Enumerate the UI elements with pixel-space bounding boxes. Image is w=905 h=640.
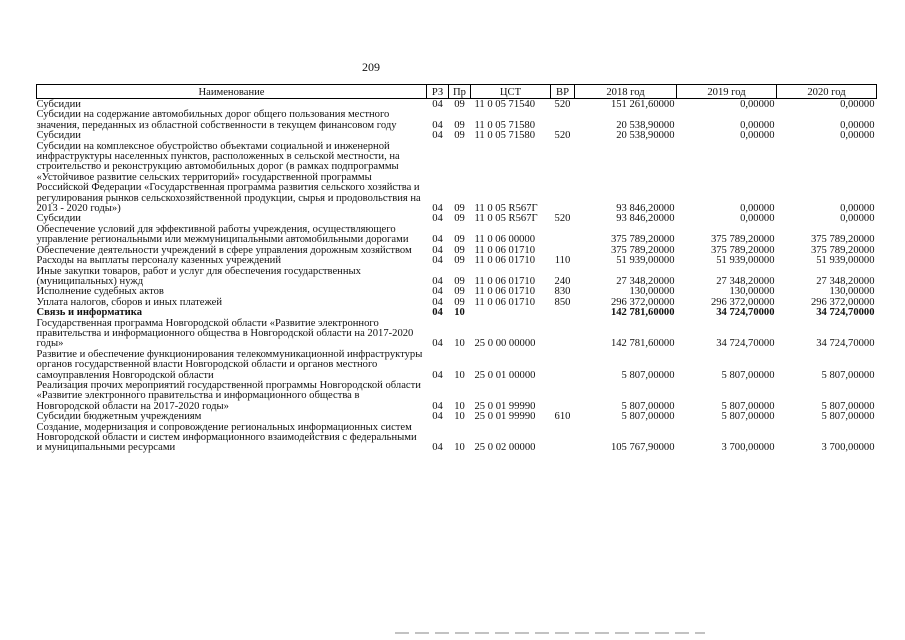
table-row [37, 319, 877, 350]
cell-pr: 10 [454, 411, 465, 423]
cell-pr: 09 [454, 286, 465, 298]
cell-y2019: 5 807,00000 [721, 400, 775, 412]
cell-y2019: 5 807,00000 [721, 411, 775, 423]
cell-y2020: 27 348,20000 [816, 275, 875, 287]
cell-vr: 520 [554, 99, 571, 110]
cell-rz: 04 [432, 255, 443, 267]
cell-pr: 10 [454, 442, 465, 454]
cell-y2018: 105 767,90000 [610, 442, 675, 454]
cell-name: Иные закупки товаров, работ и услуг для обеспечения государственных (муниципальных) нужд [36, 265, 361, 287]
cell-rz: 04 [432, 338, 443, 350]
cell-rz: 04 [432, 213, 443, 225]
cell-name: Развитие и обеспечение функционирования телекоммуникационной инфраструктуры органов государственной власти Новгородской области и органов местного самоуправления Новгородской области [36, 348, 423, 381]
cell-y2019: 0,00000 [740, 130, 775, 142]
cell-y2020: 5 807,00000 [821, 411, 875, 423]
cell-y2018: 375 789,20000 [610, 234, 675, 246]
table-header-row [37, 85, 877, 99]
cell-pr: 09 [454, 275, 465, 287]
cell-name: Субсидии на комплексное обустройство объектами социальной и инженерной инфраструктуры населенных пунктов, расположенных в сельской местности, на строительство и реконструкцию автомобильных дорог (в рамках подпрограммы «Устойчивое развитие сельских территорий» государственной программы Российской Федерации «Государственная программа развития сельского хозяйства и регулирования рынков сельскохозяйственной продукции, сырья и продовольствия на 2013 - 2020 годы») [36, 140, 421, 215]
cell-y2020: 34 724,70000 [816, 338, 875, 350]
table-row [37, 267, 877, 288]
header-2018: 2018 год [575, 85, 677, 99]
cell-cst: 11 0 05 71540 [474, 99, 536, 110]
cell-y2020: 0,00000 [840, 213, 875, 225]
table-row [37, 225, 877, 246]
cell-pr: 10 [454, 307, 465, 319]
cell-rz: 04 [432, 411, 443, 423]
cell-rz: 04 [432, 286, 443, 298]
table-row [37, 350, 877, 381]
cell-vr [551, 350, 575, 381]
cell-y2018: 5 807,00000 [621, 369, 675, 381]
cell-y2018: 51 939,00000 [616, 255, 675, 267]
cell-y2020: 0,00000 [840, 203, 875, 215]
cell-y2018: 151 261,60000 [610, 99, 675, 110]
header-vr: ВР [551, 85, 575, 99]
cell-cst: 11 0 06 01710 [474, 244, 536, 256]
cell-cst: 11 0 05 71580 [474, 119, 536, 131]
cell-y2018: 375 789,20000 [610, 244, 675, 256]
cell-y2019: 51 939,00000 [716, 255, 775, 267]
cell-rz: 04 [432, 369, 443, 381]
cell-y2020: 0,00000 [840, 119, 875, 131]
cell-name: Субсидии бюджетным учреждениям [36, 411, 202, 423]
cell-cst: 11 0 05 R567Г [474, 203, 538, 215]
cell-pr: 09 [454, 203, 465, 215]
cell-y2020: 51 939,00000 [816, 255, 875, 267]
cell-pr: 09 [454, 130, 465, 142]
table-row [37, 308, 877, 318]
table-row [37, 110, 877, 131]
cell-name: Обеспечение деятельности учреждений в сфере управления дорожным хозяйством [36, 244, 412, 256]
cell-y2018: 20 538,90000 [616, 130, 675, 142]
cell-y2020: 34 724,70000 [816, 307, 875, 319]
cell-cst: 11 0 06 00000 [474, 234, 536, 246]
cell-name: Уплата налогов, сборов и иных платежей [36, 296, 223, 308]
cell-cst: 11 0 06 01710 [474, 275, 536, 287]
cell-y2020: 0,00000 [840, 99, 875, 110]
cell-cst: 25 0 01 99990 [474, 411, 536, 423]
cell-vr [551, 142, 575, 215]
cell-y2018: 142 781,60000 [610, 307, 675, 319]
cell-name: Связь и информатика [36, 307, 143, 319]
cell-pr: 09 [454, 244, 465, 256]
cell-pr: 09 [454, 296, 465, 308]
cell-cst: 25 0 01 00000 [474, 369, 536, 381]
cell-rz: 04 [432, 99, 443, 110]
table-row [37, 381, 877, 412]
cell-y2019: 5 807,00000 [721, 369, 775, 381]
cell-y2020: 5 807,00000 [821, 369, 875, 381]
cell-y2019: 0,00000 [740, 119, 775, 131]
cell-y2020: 375 789,20000 [810, 234, 875, 246]
budget-table [36, 84, 877, 454]
header-pr: Пр [449, 85, 471, 99]
cell-rz: 04 [432, 307, 443, 319]
cell-y2019: 296 372,00000 [710, 296, 775, 308]
cell-y2019: 375 789,20000 [710, 244, 775, 256]
cell-vr [551, 319, 575, 350]
page-number: 209 [362, 60, 380, 74]
cell-name: Обеспечение условий для эффективной работы учреждения, осуществляющего управление региональными или межмуниципальными автомобильными дорогами [36, 223, 409, 246]
cell-rz: 04 [432, 400, 443, 412]
cell-name: Государственная программа Новгородской области «Развитие электронного правительства и информационного общества в Новгородской области на 2017-2020 годы» [36, 317, 414, 350]
cell-cst: 25 0 00 00000 [474, 338, 536, 350]
cell-y2019: 27 348,20000 [716, 275, 775, 287]
cell-y2019: 34 724,70000 [716, 338, 775, 350]
cell-rz: 04 [432, 244, 443, 256]
cell-y2019: 0,00000 [740, 203, 775, 215]
cell-name: Исполнение судебных актов [36, 286, 164, 298]
cell-y2019: 0,00000 [740, 213, 775, 225]
cell-y2020: 3 700,00000 [821, 442, 875, 454]
cell-vr [551, 110, 575, 131]
cell-y2018: 142 781,60000 [610, 338, 675, 350]
header-name: Наименование [37, 85, 427, 99]
cell-y2018: 5 807,00000 [621, 411, 675, 423]
cell-pr: 10 [454, 400, 465, 412]
cell-y2020: 5 807,00000 [821, 400, 875, 412]
scan-artifact [395, 632, 705, 634]
cell-vr [551, 225, 575, 246]
cell-y2018: 20 538,90000 [616, 119, 675, 131]
cell-name: Субсидии на содержание автомобильных дорог общего пользования местного значения, переданных из областной собственности в текущем финансовом году [36, 109, 397, 131]
cell-y2019: 130,00000 [729, 286, 775, 298]
cell-y2019: 3 700,00000 [721, 442, 775, 454]
cell-rz: 04 [432, 275, 443, 287]
cell-vr [551, 423, 575, 454]
cell-name: Расходы на выплаты персоналу казенных учреждений [36, 255, 281, 267]
cell-name: Субсидии [36, 130, 81, 142]
cell-y2019: 375 789,20000 [710, 234, 775, 246]
cell-pr: 10 [454, 338, 465, 350]
cell-rz: 04 [432, 203, 443, 215]
cell-cst: 25 0 02 00000 [474, 442, 536, 454]
cell-y2019: 0,00000 [740, 99, 775, 110]
cell-y2018: 93 846,20000 [616, 213, 675, 225]
cell-y2018: 27 348,20000 [616, 275, 675, 287]
cell-vr: 830 [554, 286, 571, 298]
cell-rz: 04 [432, 130, 443, 142]
cell-y2018: 93 846,20000 [616, 203, 675, 215]
cell-rz: 04 [432, 119, 443, 131]
cell-vr: 850 [554, 296, 571, 308]
cell-cst: 11 0 06 01710 [474, 255, 536, 267]
cell-vr: 240 [554, 275, 571, 287]
cell-vr: 520 [554, 130, 571, 142]
cell-vr [551, 308, 575, 318]
cell-cst: 25 0 01 99990 [474, 400, 536, 412]
cell-pr: 09 [454, 119, 465, 131]
cell-y2018: 296 372,00000 [610, 296, 675, 308]
cell-name: Субсидии [36, 213, 81, 225]
cell-pr: 09 [454, 99, 465, 110]
cell-name: Субсидии [36, 99, 81, 110]
cell-pr: 09 [454, 213, 465, 225]
header-cst: ЦСТ [471, 85, 551, 99]
cell-y2020: 0,00000 [840, 130, 875, 142]
cell-rz: 04 [432, 442, 443, 454]
cell-cst: 11 0 05 71580 [474, 130, 536, 142]
cell-vr [551, 381, 575, 412]
cell-y2020: 296 372,00000 [810, 296, 875, 308]
cell-pr: 10 [454, 369, 465, 381]
cell-cst [471, 308, 551, 318]
cell-vr: 520 [554, 213, 571, 225]
cell-cst: 11 0 05 R567Г [474, 213, 538, 225]
header-2020: 2020 год [777, 85, 877, 99]
table-row [37, 256, 877, 266]
cell-cst: 11 0 06 01710 [474, 296, 536, 308]
cell-vr: 110 [554, 255, 571, 267]
cell-vr: 610 [554, 411, 571, 423]
cell-rz: 04 [432, 234, 443, 246]
cell-pr: 09 [454, 255, 465, 267]
cell-cst: 11 0 06 01710 [474, 286, 536, 298]
header-2019: 2019 год [677, 85, 777, 99]
table-body [37, 99, 877, 454]
header-rz: РЗ [427, 85, 449, 99]
table-row [37, 142, 877, 215]
cell-y2020: 130,00000 [829, 286, 875, 298]
cell-y2018: 5 807,00000 [621, 400, 675, 412]
cell-name: Создание, модернизация и сопровождение региональных информационных систем Новгородской области и систем информационного взаимодействия с федеральными и муниципальными ресурсами [36, 421, 417, 454]
cell-pr: 09 [454, 234, 465, 246]
cell-name: Реализация прочих мероприятий государственной программы Новгородской области «Развитие электронного правительства и информационного общества в Новгородской области на 2017-2020 годы» [36, 379, 421, 412]
cell-y2018: 130,00000 [629, 286, 675, 298]
cell-rz: 04 [432, 296, 443, 308]
cell-y2020: 375 789,20000 [810, 244, 875, 256]
table-row [37, 423, 877, 454]
cell-y2019: 34 724,70000 [716, 307, 775, 319]
